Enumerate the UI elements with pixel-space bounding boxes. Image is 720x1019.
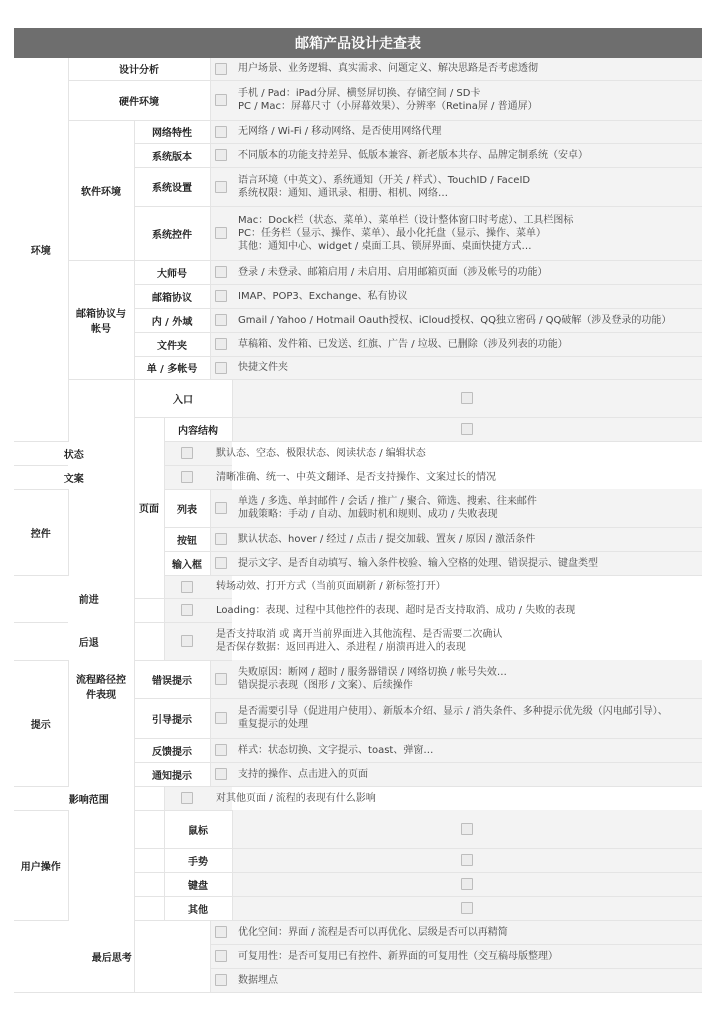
checklist-row — [14, 120, 702, 143]
description-line: 无网络 / Wi-Fi / 移动网络、是否使用网络代理 — [238, 126, 442, 137]
item-description — [232, 58, 702, 80]
checklist-row — [14, 260, 702, 284]
checkbox[interactable] — [181, 581, 193, 593]
check-cell — [210, 120, 232, 143]
category-label: 错误提示 — [134, 660, 210, 698]
check-cell — [210, 551, 232, 575]
checkbox[interactable] — [215, 950, 227, 962]
description-line: 可复用性：是否可复用已有控件、新界面的可复用性（交互稿母版整理） — [238, 950, 559, 962]
check-cell — [210, 260, 232, 284]
checkbox[interactable] — [181, 792, 193, 804]
checklist-row — [14, 379, 702, 417]
checkbox[interactable] — [181, 604, 193, 616]
category-label: 其他 — [164, 896, 232, 920]
checkbox[interactable] — [181, 447, 193, 459]
category-label: 输入框 — [164, 551, 210, 575]
category-label: 影响范围 — [14, 786, 164, 810]
checkbox[interactable] — [215, 744, 227, 756]
item-description — [232, 698, 702, 738]
checkbox[interactable] — [461, 823, 473, 835]
category-label: 硬件环境 — [68, 80, 210, 120]
checkbox[interactable] — [181, 471, 193, 483]
category-label: 大师号 — [134, 260, 210, 284]
check-cell — [164, 575, 210, 598]
description-line: 是否需要引导（促进用户使用）、新版本介绍、显示 / 消失条件、多种提示优先级（闪电邮引导）、 — [238, 706, 668, 717]
item-description — [232, 660, 702, 698]
checkbox[interactable] — [461, 878, 473, 890]
check-cell — [210, 332, 232, 356]
description-line: 不同版本的功能支持差异、低版本兼容、新老版本共存、品牌定制系统（安卓） — [238, 149, 589, 161]
description-line: 手机 / Pad：iPad分屏、横竖屏切换、存储空间 / SD卡 — [238, 88, 481, 99]
checkbox[interactable] — [215, 227, 227, 239]
description-line: 快捷文件夹 — [238, 362, 289, 373]
checkbox[interactable] — [461, 902, 473, 914]
check-cell — [210, 698, 232, 738]
check-cell — [210, 762, 232, 786]
item-description — [232, 527, 702, 551]
category-label: 提示 — [14, 660, 68, 786]
check-cell — [232, 848, 702, 872]
category-label: 引导提示 — [134, 698, 210, 738]
description-line: 语言环境（中英文）、系统通知（开关 / 样式）、TouchID / FaceID — [238, 174, 531, 186]
category-label: 手势 — [164, 848, 232, 872]
item-description — [232, 80, 702, 120]
description-line: 加载策略：手动 / 自动、加载时机和规则、成功 / 失败表现 — [238, 508, 498, 520]
description-line: 默认状态、hover / 经过 / 点击 / 提交加载、置灰 / 原因 / 激活条件 — [238, 533, 536, 545]
checkbox[interactable] — [215, 63, 227, 75]
check-cell — [164, 786, 210, 810]
check-cell — [210, 167, 232, 206]
check-cell — [210, 920, 232, 944]
check-cell — [210, 58, 232, 80]
description-line: 数据埋点 — [238, 974, 279, 986]
item-description — [210, 786, 376, 810]
checkbox[interactable] — [215, 974, 227, 986]
item-description — [210, 598, 576, 622]
checklist-row — [14, 80, 702, 120]
category-label: 状态 — [14, 441, 134, 465]
description-line: 系统权限：通知、通讯录、相册、相机、网络… — [238, 187, 449, 199]
description-line: Gmail / Yahoo / Hotmail Oauth授权、iCloud授权、QQ独立密码 / QQ破解（涉及登录的功能） — [238, 314, 672, 326]
checkbox[interactable] — [215, 362, 227, 374]
category-label: 后退 — [14, 622, 164, 660]
category-label: 入口 — [134, 379, 232, 417]
description-line: 是否保存数据：返回再进入、杀进程 / 崩溃再进入的表现 — [216, 642, 466, 653]
checkbox[interactable] — [215, 314, 227, 326]
category-label: 文案 — [14, 465, 134, 489]
category-label: 设计分析 — [68, 58, 210, 80]
check-cell — [210, 660, 232, 698]
checkbox[interactable] — [215, 94, 227, 106]
category-label: 控件 — [14, 489, 68, 575]
description-line: 清晰准确、统一、中英文翻译、是否支持操作、文案过长的情况 — [216, 471, 497, 483]
item-description — [232, 332, 702, 356]
description-line: 样式：状态切换、文字提示、toast、弹窗… — [238, 744, 434, 756]
checkbox[interactable] — [215, 768, 227, 780]
item-description — [210, 622, 503, 660]
description-line: Loading：表现、过程中其他控件的表现、超时是否支持取消、成功 / 失败的表现 — [216, 604, 576, 616]
category-label: 页面 — [134, 417, 164, 598]
category-label: 环境 — [14, 58, 68, 441]
check-cell — [164, 598, 210, 622]
description-line: 支持的操作、点击进入的页面 — [238, 768, 369, 780]
check-cell — [232, 417, 702, 441]
checklist-row — [14, 58, 702, 80]
check-cell — [210, 738, 232, 762]
check-cell — [210, 308, 232, 332]
check-cell — [232, 896, 702, 920]
description-line: 优化空间：界面 / 流程是否可以再优化、层级是否可以再精简 — [238, 926, 508, 938]
category-label: 最后思考 — [14, 920, 210, 992]
checklist-row — [14, 786, 702, 810]
description-line: PC / Mac：屏幕尺寸（小屏幕效果）、分辨率（Retina屏 / 普通屏） — [238, 101, 538, 112]
checkbox[interactable] — [461, 392, 473, 404]
category-label — [134, 872, 164, 896]
item-description — [232, 968, 702, 992]
item-description — [232, 356, 702, 379]
check-cell — [210, 944, 232, 968]
category-label: 邮箱协议与帐号 — [68, 260, 134, 379]
check-cell — [210, 356, 232, 379]
description-line: Mac：Dock栏（状态、菜单）、菜单栏（设计整体窗口时考虑）、工具栏图标 — [238, 214, 574, 226]
item-description — [232, 120, 702, 143]
category-label: 前进 — [14, 575, 164, 622]
checkbox[interactable] — [215, 502, 227, 514]
check-cell — [232, 872, 702, 896]
category-label: 系统控件 — [134, 206, 210, 260]
category-label: 键盘 — [164, 872, 232, 896]
description-line: 提示文字、是否自动填写、输入条件校验、输入空格的处理、错误提示、键盘类型 — [238, 557, 599, 569]
check-cell — [164, 622, 210, 660]
description-line: 单选 / 多选、单封邮件 / 会话 / 推广 / 聚合、筛选、搜索、往来邮件 — [238, 495, 537, 507]
description-line: IMAP、POP3、Exchange、私有协议 — [238, 290, 408, 302]
description-line: 失败原因：断网 / 超时 / 服务器错误 / 网络切换 / 帐号失效… — [238, 666, 507, 678]
description-line: 错误提示表现（图形 / 文案）、后续操作 — [238, 679, 413, 691]
check-cell — [210, 80, 232, 120]
checkbox[interactable] — [215, 338, 227, 350]
check-cell — [210, 206, 232, 260]
category-label: 鼠标 — [164, 810, 232, 848]
category-label: 单 / 多帐号 — [134, 356, 210, 379]
checkbox[interactable] — [215, 533, 227, 545]
checkbox[interactable] — [215, 557, 227, 569]
check-cell — [210, 489, 232, 527]
category-label: 软件环境 — [68, 120, 134, 260]
description-line: 是否支持取消 或 离开当前界面进入其他流程、是否需要二次确认 — [216, 629, 503, 640]
category-label: 内 / 外域 — [134, 308, 210, 332]
check-cell — [210, 968, 232, 992]
check-cell — [232, 810, 702, 848]
item-description — [232, 944, 702, 968]
check-cell — [210, 527, 232, 551]
checkbox[interactable] — [461, 854, 473, 866]
item-description — [232, 260, 702, 284]
category-label: 通知提示 — [134, 762, 210, 786]
page-title: 邮箱产品设计走查表 — [14, 28, 702, 58]
item-description — [232, 206, 702, 260]
checkbox[interactable] — [215, 712, 227, 724]
check-cell — [210, 284, 232, 308]
category-label: 系统设置 — [134, 167, 210, 206]
item-description — [232, 738, 702, 762]
checkbox[interactable] — [215, 673, 227, 685]
category-label: 用户操作 — [14, 810, 68, 920]
category-label: 列表 — [164, 489, 210, 527]
description-line: 草稿箱、发件箱、已发送、红旗、广告 / 垃圾、已删除（涉及列表的功能） — [238, 338, 568, 350]
checkbox[interactable] — [215, 149, 227, 161]
check-cell — [164, 465, 210, 489]
category-label: 流程路径控件表现 — [68, 379, 134, 992]
item-description — [210, 441, 426, 465]
item-description — [210, 465, 497, 489]
description-line: PC：任务栏（显示、操作、菜单）、最小化托盘（显示、操作、菜单） — [238, 227, 547, 239]
category-label: 文件夹 — [134, 332, 210, 356]
description-line: 用户场景、业务逻辑、真实需求、问题定义、解决思路是否考虑透彻 — [238, 63, 539, 75]
description-line: 重复提示的处理 — [238, 719, 309, 730]
category-label — [134, 896, 164, 920]
checklist-row — [14, 920, 702, 944]
checklist-row — [14, 441, 702, 465]
item-description — [232, 920, 702, 944]
item-description — [210, 575, 446, 598]
category-label: 反馈提示 — [134, 738, 210, 762]
description-line: 默认态、空态、极限状态、阅读状态 / 编辑状态 — [216, 447, 426, 459]
checklist-table — [14, 58, 702, 993]
item-description — [232, 308, 702, 332]
item-description — [232, 489, 702, 527]
checkbox[interactable] — [215, 126, 227, 138]
checkbox[interactable] — [215, 926, 227, 938]
checkbox[interactable] — [215, 181, 227, 193]
description-line: 登录 / 未登录、邮箱启用 / 未启用、启用邮箱页面（涉及帐号的功能） — [238, 266, 548, 278]
check-cell — [210, 143, 232, 167]
checkbox[interactable] — [181, 635, 193, 647]
item-description — [232, 284, 702, 308]
description-line: 对其他页面 / 流程的表现有什么影响 — [216, 792, 376, 804]
checklist-sheet — [14, 28, 702, 993]
checklist-row — [14, 465, 702, 489]
category-label: 系统版本 — [134, 143, 210, 167]
checklist-row — [14, 575, 702, 598]
category-label: 按钮 — [164, 527, 210, 551]
checkbox[interactable] — [461, 423, 473, 435]
checklist-row — [14, 622, 702, 660]
description-line: 转场动效、打开方式（当前页面刷新 / 新标签打开） — [216, 581, 446, 592]
item-description — [232, 143, 702, 167]
category-label: 内容结构 — [164, 417, 232, 441]
item-description — [232, 551, 702, 575]
check-cell — [164, 441, 210, 465]
item-description — [232, 167, 702, 206]
category-label: 邮箱协议 — [134, 284, 210, 308]
description-line: 其他：通知中心、widget / 桌面工具、锁屏界面、桌面快捷方式… — [238, 240, 532, 252]
category-label — [134, 848, 164, 872]
item-description — [232, 762, 702, 786]
check-cell — [232, 379, 702, 417]
checkbox[interactable] — [215, 290, 227, 302]
category-label — [134, 810, 164, 848]
checkbox[interactable] — [215, 266, 227, 278]
category-label: 网络特性 — [134, 120, 210, 143]
